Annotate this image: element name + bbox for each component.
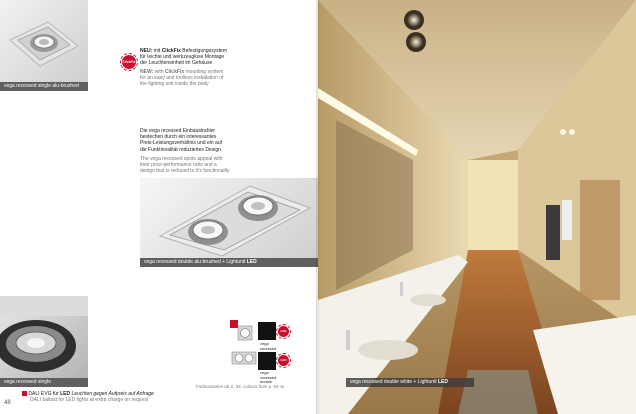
single-spot-photo: [0, 0, 88, 82]
de-line-2: für leichte und werkzeuglose Montage: [140, 54, 225, 61]
book-spine-shadow: [316, 0, 320, 414]
new-feature-text-en: NEW: with ClickFix mounting system for an easy and toolless installation of the lighting unit inside the body: [140, 69, 224, 88]
mid-de-line: Preis-Leistungsverhältnis und ein auf: [140, 140, 222, 147]
tech-label-line: vega: [260, 370, 269, 375]
tech-label-line: recessed: [260, 345, 277, 351]
bathroom-illustration: [318, 0, 636, 414]
tech-dark-box-1: [258, 322, 276, 340]
tech-dark-box-2: [258, 352, 276, 370]
double-caption-text: vega recessed double alu-brushed + Lightunit: [144, 259, 246, 265]
right-photo-caption: [346, 378, 474, 387]
clickfix-badge: ClickFix: [122, 55, 136, 69]
single-spot-closeup: [0, 296, 88, 378]
double-spot-photo: [140, 178, 318, 258]
right-caption-led: LED: [437, 379, 448, 385]
de-line-1-rest: mit ClickFix Befestigungssystem: [153, 48, 228, 54]
mid-en-line: The vega recessed spots appeal with: [140, 156, 223, 162]
en-line-3: the lighting unit inside the body: [140, 81, 209, 88]
tech-icon-double: [230, 350, 258, 370]
closeup-illustration: [0, 296, 88, 378]
en-line-2: for an easy and toolless installation of: [140, 75, 224, 82]
double-spot-illustration: [140, 178, 318, 258]
tech-label-line: double: [260, 379, 273, 385]
dali-note-en: DALI ballast for LED lights at extra charge on request: [30, 397, 149, 403]
dali-de-led: LED: [60, 391, 71, 397]
bathroom-photo: [318, 0, 636, 414]
page-number-left: 48: [4, 400, 11, 406]
tech-label-double: [260, 371, 276, 385]
top-photo-caption: vega recessed single alu-brushed: [0, 82, 88, 91]
led-badge-1: LED: [278, 326, 289, 337]
dali-check-icon: [22, 391, 27, 396]
double-caption-led: LED: [246, 259, 257, 265]
single-closeup-caption: vega recessed single: [0, 378, 88, 387]
led-badge-2: LED: [278, 355, 289, 366]
colour-footnote: Farbvarianten ab S. 94, colours from p. 94 on: [196, 384, 285, 389]
mid-de-line: die Funktionalität reduziertes Design.: [140, 146, 223, 153]
mid-en-line: design that is reduced to it's functionality: [140, 168, 230, 175]
single-spot-illustration: [0, 0, 88, 82]
double-photo-caption: [140, 258, 326, 267]
mid-en-line: their price-performance ratio and a: [140, 162, 217, 169]
mid-description-en: [140, 156, 230, 175]
tech-label-line: vega: [260, 341, 269, 346]
new-feature-text-de: NEU: mit ClickFix Befestigungssystem für leichte und werkzeuglose Montage der Leuchteneinheit im Gehäuse: [140, 48, 228, 67]
double-spot-icon: [230, 350, 258, 370]
right-caption-text: vega recessed double white + Lightunit: [350, 379, 437, 385]
tech-icon-single: [230, 320, 256, 342]
dali-de-suffix: Leuchten gegen Aufpreis auf Anfrage: [71, 391, 154, 397]
mid-de-line: bestechen durch ein interessantes: [140, 134, 217, 141]
tech-label-line: recessed: [260, 374, 277, 380]
page-number-right: 49: [620, 400, 627, 406]
en-line-1-rest: with ClickFix mounting system: [154, 69, 224, 75]
de-line-3: der Leuchteneinheit im Gehäuse: [140, 60, 213, 67]
mid-description-de: [140, 128, 222, 153]
dali-de-prefix: DALI EVG für: [28, 391, 59, 397]
mid-de-line: Die vega recessed Einbaustrahler: [140, 128, 216, 134]
